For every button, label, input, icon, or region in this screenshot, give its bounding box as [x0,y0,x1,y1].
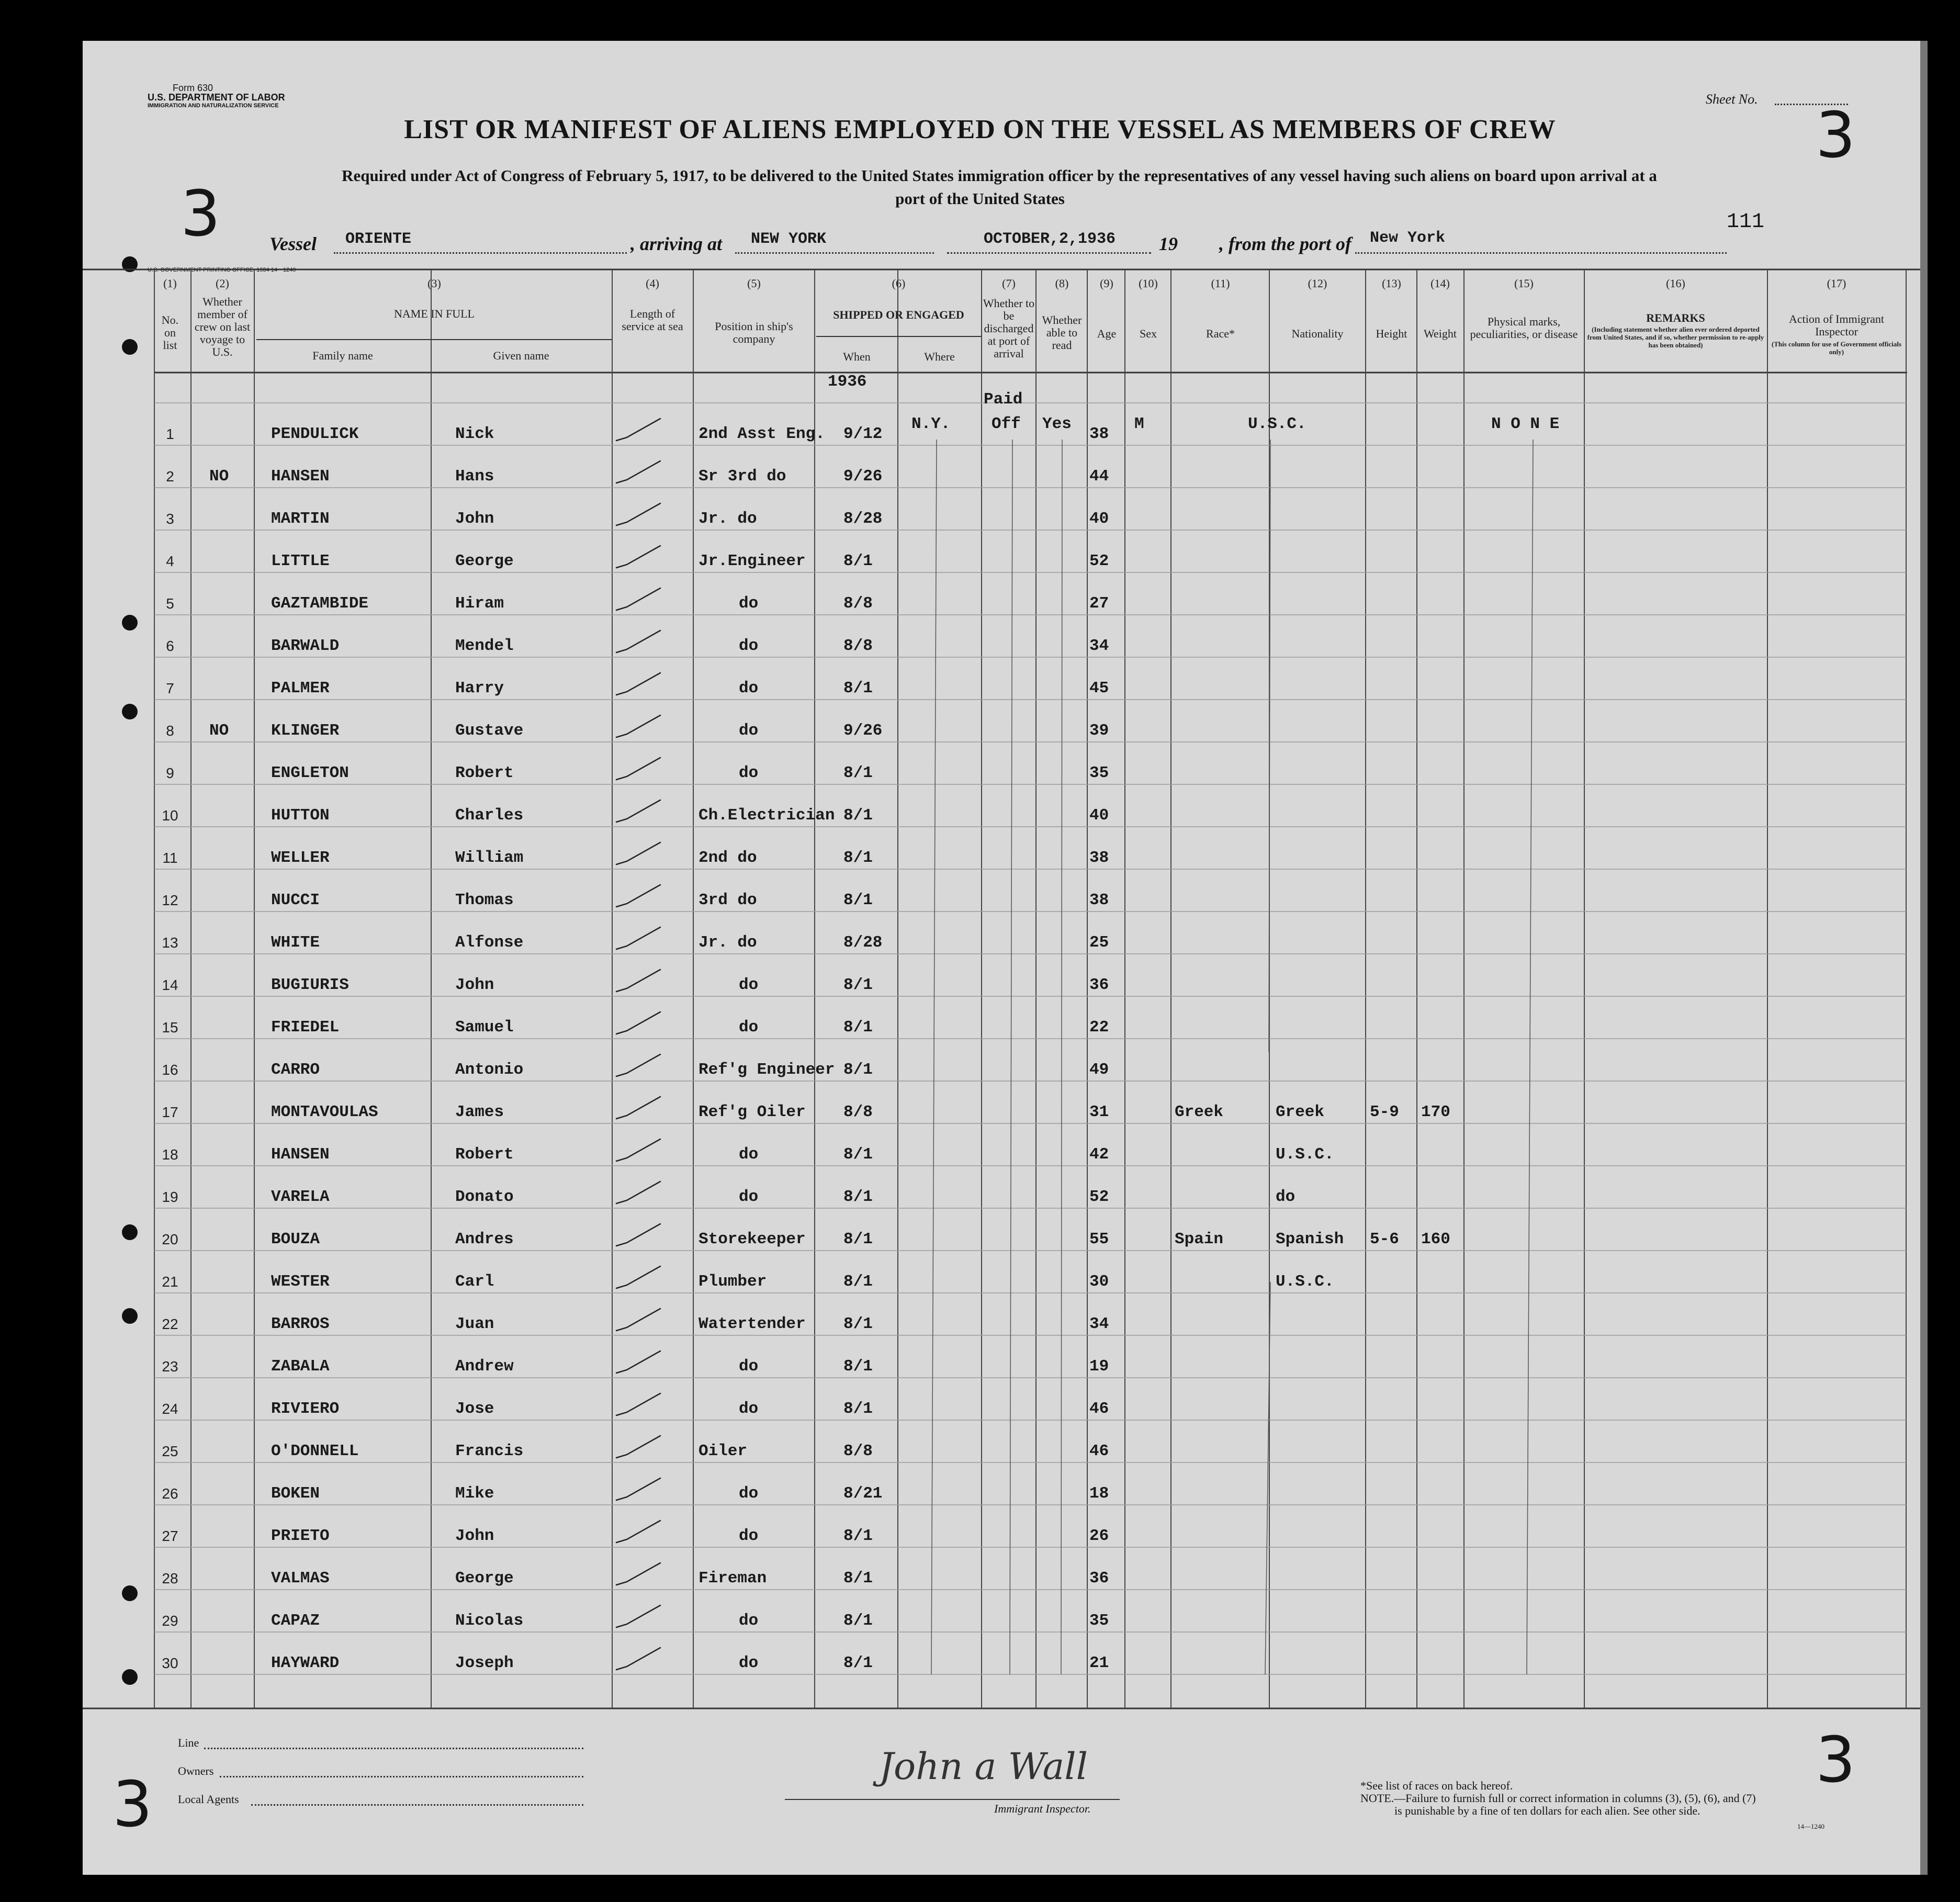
sheet-number: 3 [1816,99,1856,172]
row-age: 36 [1089,1569,1109,1588]
row-height: 5-9 [1370,1103,1399,1121]
row-number: 24 [162,1401,178,1417]
row-family-name: WHITE [271,933,320,952]
arriving-port: NEW YORK [751,230,827,248]
row-age: 46 [1089,1442,1109,1460]
row-family-name: HANSEN [271,467,330,486]
row-shipped-when: 8/1 [843,891,873,909]
row-shipped-when: 8/28 [843,510,883,528]
left-sheet-mark: 3 [181,178,221,251]
row-shipped-when: 8/1 [843,1315,873,1333]
col9-number: (9) [1100,277,1113,290]
row-age: 18 [1089,1484,1109,1503]
line-field-line [204,1748,583,1749]
row-family-name: BOUZA [271,1230,320,1248]
col11-number: (11) [1211,277,1230,290]
row-position: Storekeeper [699,1230,806,1248]
row-age: 31 [1089,1103,1109,1121]
row-given-name: Samuel [455,1018,514,1037]
row-position: Jr.Engineer [699,552,806,570]
penalty-note-1: NOTE.—Failure to furnish full or correct information in columns (3), (5), (6), and (7) [1360,1792,1756,1805]
row-age: 38 [1089,849,1109,867]
row-family-name: MONTAVOULAS [271,1103,378,1121]
row-age: 39 [1089,722,1109,740]
year-annotation: 1936 [828,373,867,391]
shipped-header-divider [816,336,981,337]
department-name: U.S. DEPARTMENT OF LABOR [148,92,285,103]
row-shipped-when: 8/1 [843,1145,873,1164]
row-age: 26 [1089,1527,1109,1545]
col3-header: NAME IN FULL [394,307,475,320]
row-number: 29 [162,1613,178,1629]
row-family-name: NUCCI [271,891,320,909]
col5-header: Position in ship's company [715,320,793,345]
owners-label: Owners [178,1764,214,1777]
row-weight: 160 [1421,1230,1450,1248]
row-age: 25 [1089,933,1109,952]
row-family-name: BARWALD [271,637,340,655]
row-family-name: FRIEDEL [271,1018,340,1037]
local-agents-label: Local Agents [178,1793,239,1806]
col5-number: (5) [747,277,761,290]
row-shipped-when: 9/26 [843,722,883,740]
col17-header: Action of Immigrant Inspector [1788,312,1885,338]
row-given-name: John [455,510,494,528]
col7-number: (7) [1002,277,1016,290]
row-given-name: Robert [455,764,514,782]
row-number: 27 [162,1528,178,1544]
row-shipped-when: 8/1 [843,806,873,825]
row-given-name: James [455,1103,504,1121]
footer-left-mark: 3 [112,1769,153,1841]
arriving-label: , arriving at [630,233,723,254]
col3-number: (3) [427,277,441,290]
col15-number: (15) [1514,277,1534,290]
row-given-name: Mike [455,1484,494,1503]
row-family-name: PRIETO [271,1527,330,1545]
row-number: 8 [166,723,174,739]
col13-number: (13) [1382,277,1401,290]
row-number: 17 [162,1104,178,1120]
row-age: 49 [1089,1061,1109,1079]
row-given-name: Francis [455,1442,524,1460]
row-number: 13 [162,935,178,951]
able-to-read-1: Yes [1042,415,1072,433]
row-age: 46 [1089,1400,1109,1418]
signature-line [785,1799,1120,1800]
row-family-name: PALMER [271,679,330,697]
row-shipped-when: 8/8 [843,594,873,613]
row-age: 42 [1089,1145,1109,1164]
service-name: IMMIGRATION AND NATURALIZATION SERVICE [148,103,279,109]
row-given-name: Andrew [455,1357,514,1376]
col10-header: Sex [1140,327,1157,340]
col8-number: (8) [1055,277,1069,290]
row-height: 5-6 [1370,1230,1399,1248]
col16-header: REMARKS [1646,311,1705,324]
row-number: 30 [162,1655,178,1671]
row-family-name: GAZTAMBIDE [271,594,369,613]
row-number: 6 [166,638,174,654]
row-given-name: John [455,1527,494,1545]
row-family-name: HAYWARD [271,1654,340,1672]
row-number: 4 [166,553,174,569]
row-age: 30 [1089,1273,1109,1291]
sheet-label: Sheet No. [1706,92,1758,107]
row-given-name: Alfonse [455,933,524,952]
row-age: 34 [1089,1315,1109,1333]
row-given-name: Carl [455,1273,494,1291]
subtitle-line-1: Required under Act of Congress of February 5, 1917, to be delivered to the United States immigration officer by the representatives of any vessel having such aliens on board upon arrival at a [342,166,1657,185]
row-position: do [739,1527,759,1545]
row-age: 21 [1089,1654,1109,1672]
row-number: 23 [162,1358,178,1375]
row-age: 36 [1089,976,1109,994]
row-family-name: PENDULICK [271,425,359,443]
row-given-name: Joseph [455,1654,514,1672]
row-age: 38 [1089,425,1109,443]
row-given-name: Mendel [455,637,514,655]
col15-header: Physical marks, peculiarities, or disease [1470,315,1578,341]
row-nationality: U.S.C. [1276,1145,1334,1164]
row-given-name: George [455,552,514,570]
col17-number: (17) [1827,277,1846,290]
row-position: do [739,764,759,782]
row-shipped-when: 8/1 [843,1527,873,1545]
col12-header: Nationality [1291,327,1344,340]
subtitle-line-2: port of the United States [895,189,1065,208]
sex-1: M [1134,415,1144,433]
row-family-name: ENGLETON [271,764,349,782]
row-shipped-when: 9/12 [843,425,883,443]
row-family-name: VARELA [271,1188,330,1206]
row-position: do [739,594,759,613]
row-nationality: Greek [1276,1103,1325,1121]
row-age: 52 [1089,552,1109,570]
row-age: 27 [1089,594,1109,613]
row-number: 16 [162,1062,178,1078]
row-family-name: O'DONNELL [271,1442,359,1460]
inspector-signature: John a Wall [879,1745,1088,1788]
row-shipped-when: 8/8 [843,1103,873,1121]
row-position: Oiler [699,1442,748,1460]
row-shipped-when: 8/1 [843,1061,873,1079]
col12-number: (12) [1308,277,1327,290]
name-header-divider [256,339,612,340]
row-number: 5 [166,595,174,612]
physical-marks-1: N O N E [1491,415,1560,433]
col6-where-header: Where [924,350,955,363]
row-number: 18 [162,1146,178,1163]
col3-family-header: Family name [312,349,373,362]
row-race: Greek [1175,1103,1224,1121]
col10-number: (10) [1139,277,1158,290]
footer-right-mark: 3 [1816,1724,1856,1797]
row-position: do [739,722,759,740]
races-note: *See list of races on back hereof. [1360,1779,1513,1792]
col17-note: (This column for use of Government officials only) [1771,340,1902,356]
row-position: 3rd do [699,891,757,909]
row-shipped-when: 8/1 [843,764,873,782]
row-family-name: MARTIN [271,510,330,528]
row-position: Ref'g Engineer [699,1061,835,1079]
agents-field-line [251,1804,583,1806]
row-shipped-when: 8/1 [843,849,873,867]
col7-header: Whether to be discharged at port of arrival [983,297,1035,360]
from-port: New York [1370,229,1446,247]
printer-line: U.S. GOVERNMENT PRINTING OFFICE: 1934 14—1240 [148,267,296,273]
row-position: do [739,1357,759,1376]
row-age: 45 [1089,679,1109,697]
year-label: 19 [1159,233,1178,254]
row-nationality: U.S.C. [1276,1273,1334,1291]
row-family-name: VALMAS [271,1569,330,1588]
form-number: Form 630 [173,83,213,93]
row-family-name: HUTTON [271,806,330,825]
row-shipped-when: 8/1 [843,976,873,994]
col6-number: (6) [892,277,906,290]
from-port-label: , from the port of [1219,233,1352,254]
row-given-name: Charles [455,806,524,825]
row-last-voyage: NO [209,467,229,486]
row-age: 19 [1089,1357,1109,1376]
row-number: 9 [166,765,174,781]
row-race: Spain [1175,1230,1224,1248]
row-age: 38 [1089,891,1109,909]
penalty-note-2: is punishable by a fine of ten dollars for each alien. See other side. [1394,1804,1700,1817]
row-age: 55 [1089,1230,1109,1248]
row-nationality: Spanish [1276,1230,1344,1248]
row-shipped-when: 8/1 [843,1654,873,1672]
col9-header: Age [1097,327,1117,340]
row-given-name: Robert [455,1145,514,1164]
line-label: Line [178,1736,199,1749]
row-position: Jr. do [699,933,757,952]
row-number: 15 [162,1019,178,1036]
row-shipped-when: 9/26 [843,467,883,486]
row-given-name: Nick [455,425,494,443]
row-position: do [739,679,759,697]
row-number: 14 [162,977,178,993]
col1-header: No. on list [161,313,179,352]
col13-header: Height [1376,327,1407,340]
row-age: 35 [1089,1612,1109,1630]
page-number: 111 [1727,210,1765,234]
row-shipped-when: 8/8 [843,1442,873,1460]
col1-number: (1) [163,277,177,290]
row-number: 11 [162,850,178,866]
row-given-name: William [455,849,524,867]
row-number: 26 [162,1485,178,1502]
row-family-name: BARROS [271,1315,330,1333]
row-given-name: Hiram [455,594,504,613]
row-age: 35 [1089,764,1109,782]
row-family-name: CARRO [271,1061,320,1079]
owners-field-line [220,1776,583,1777]
row-position: do [739,1400,759,1418]
col14-number: (14) [1430,277,1450,290]
col14-header: Weight [1424,327,1457,340]
row-age: 40 [1089,806,1109,825]
row-given-name: Gustave [455,722,524,740]
row-shipped-when: 8/8 [843,637,873,655]
row-number: 20 [162,1231,178,1247]
row-number: 25 [162,1443,178,1459]
row-position: do [739,976,759,994]
row-family-name: WESTER [271,1273,330,1291]
footer-form-code: 14—1240 [1797,1822,1824,1830]
row-position: 2nd do [699,849,757,867]
row-shipped-when: 8/21 [843,1484,883,1503]
row-last-voyage: NO [209,722,229,740]
row-number: 3 [166,511,174,527]
row-weight: 170 [1421,1103,1450,1121]
row-position: Jr. do [699,510,757,528]
row-nationality: do [1276,1188,1296,1206]
row-shipped-when: 8/1 [843,1569,873,1588]
row-family-name: WELLER [271,849,330,867]
arrival-date: OCTOBER,2,1936 [984,230,1116,248]
row-position: 2nd Asst Eng. [699,425,825,443]
row-given-name: Nicolas [455,1612,524,1630]
col2-number: (2) [216,277,229,290]
row-number: 1 [166,426,174,442]
row-shipped-when: 8/1 [843,1230,873,1248]
col6-when-header: When [843,350,871,363]
row-shipped-when: 8/1 [843,1400,873,1418]
col3-given-header: Given name [493,349,549,362]
row-given-name: Thomas [455,891,514,909]
row-age: 52 [1089,1188,1109,1206]
row-number: 22 [162,1316,178,1332]
row-age: 40 [1089,510,1109,528]
row-family-name: RIVIERO [271,1400,340,1418]
row-number: 12 [162,892,178,908]
row-given-name: Juan [455,1315,494,1333]
col16-number: (16) [1666,277,1685,290]
discharged-1: Off [992,415,1021,433]
row-position: do [739,1484,759,1503]
col8-header: Whether able to read [1042,313,1082,352]
shipped-where-1: N.Y. [911,415,951,433]
race-1: U.S.C. [1248,415,1306,433]
page-title: LIST OR MANIFEST OF ALIENS EMPLOYED ON THE VESSEL AS MEMBERS OF CREW [404,115,1556,144]
row-family-name: BUGIURIS [271,976,349,994]
row-number: 19 [162,1189,178,1205]
vessel-name: ORIENTE [345,230,412,248]
row-shipped-when: 8/1 [843,552,873,570]
row-shipped-when: 8/1 [843,1357,873,1376]
row-given-name: John [455,976,494,994]
row-number: 2 [166,468,174,485]
row-position: do [739,1018,759,1037]
row-given-name: Harry [455,679,504,697]
row-number: 10 [162,807,178,824]
row-shipped-when: 8/1 [843,1018,873,1037]
row-age: 34 [1089,637,1109,655]
vessel-label: Vessel [269,233,317,254]
row-family-name: ZABALA [271,1357,330,1376]
row-given-name: Donato [455,1188,514,1206]
row-position: Fireman [699,1569,767,1588]
row-position: do [739,1612,759,1630]
row-position: Plumber [699,1273,767,1291]
row-shipped-when: 8/1 [843,679,873,697]
row-shipped-when: 8/1 [843,1188,873,1206]
row-position: do [739,637,759,655]
row-given-name: Andres [455,1230,514,1248]
row-position: Sr 3rd do [699,467,786,486]
row-number: 7 [166,680,174,696]
row-given-name: George [455,1569,514,1588]
col4-number: (4) [646,277,659,290]
row-family-name: LITTLE [271,552,330,570]
row-shipped-when: 8/1 [843,1273,873,1291]
row-age: 22 [1089,1018,1109,1037]
row-shipped-when: 8/28 [843,933,883,952]
row-position: Ch.Electrician [699,806,835,825]
row-family-name: BOKEN [271,1484,320,1503]
row-position: Watertender [699,1315,806,1333]
row-family-name: CAPAZ [271,1612,320,1630]
paid-annotation: Paid [984,390,1023,409]
row-given-name: Jose [455,1400,494,1418]
row-family-name: HANSEN [271,1145,330,1164]
row-number: 21 [162,1274,178,1290]
row-position: do [739,1654,759,1672]
col16-note: (Including statement whether alien ever ordered deported from United States, and if so, whether permission to re-apply has been obtained) [1587,325,1764,349]
col2-header: Whether member of crew on last voyage to U.S. [194,295,251,358]
row-family-name: KLINGER [271,722,340,740]
row-position: do [739,1145,759,1164]
col11-header: Race* [1206,327,1235,340]
col4-header: Length of service at sea [622,307,683,333]
row-number: 28 [162,1570,178,1586]
row-given-name: Hans [455,467,494,486]
row-age: 44 [1089,467,1109,486]
inspector-label: Immigrant Inspector. [994,1802,1091,1815]
col6-header: SHIPPED OR ENGAGED [833,308,964,321]
row-given-name: Antonio [455,1061,524,1079]
row-position: Ref'g Oiler [699,1103,806,1121]
row-shipped-when: 8/1 [843,1612,873,1630]
row-position: do [739,1188,759,1206]
